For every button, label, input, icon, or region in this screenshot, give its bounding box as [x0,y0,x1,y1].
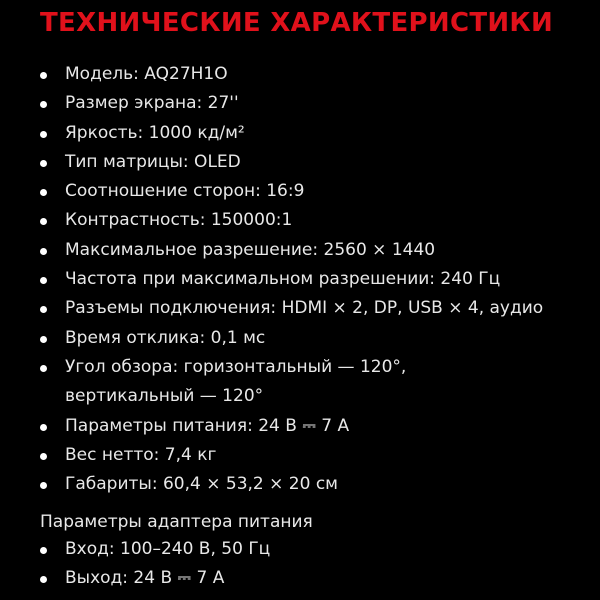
spec-item-aspect-ratio [40,177,595,206]
spec-text: Параметры питания: 24 В ⎓ 7 А [65,415,350,436]
spec-text: Вес нетто: 7,4 кг [65,444,217,465]
spec-text: Габариты: 60,4 × 53,2 × 20 см [65,474,338,495]
bullet-icon [40,218,47,225]
spec-item-model [40,60,595,89]
spec-text: Максимальное разрешение: 2560 × 1440 [65,239,436,260]
spec-item-screen-size [40,89,595,118]
spec-item-contrast [40,206,595,235]
bullet-icon [40,365,47,372]
spec-text: Размер экрана: 27'' [65,93,239,114]
spec-text: Контрастность: 150000:1 [65,210,293,231]
spec-list [40,60,595,499]
spec-item-ports [40,294,595,323]
spec-item-response-time [40,324,595,353]
bullet-icon [40,189,47,196]
spec-text: Частота при максимальном разрешении: 240 Гц [65,269,501,290]
spec-item-brightness [40,119,595,148]
spec-item-max-resolution [40,236,595,265]
bullet-icon [40,248,47,255]
bullet-icon [40,131,47,138]
bullet-icon [40,101,47,108]
spec-text: Соотношение сторон: 16:9 [65,181,305,202]
adapter-text: Вход: 100–240 В, 50 Гц [65,539,271,559]
spec-text-line1: Угол обзора: горизонтальный — 120°, [65,356,407,377]
spec-text: Тип матрицы: OLED [65,151,241,172]
bullet-icon [40,424,47,431]
spec-item-dimensions [40,470,595,499]
bullet-icon [40,547,47,554]
bullet-icon [40,306,47,313]
spec-text: Яркость: 1000 кд/м² [65,122,245,143]
bullet-icon [40,277,47,284]
adapter-list [40,535,595,594]
page-title: ТЕХНИЧЕСКИЕ ХАРАКТЕРИСТИКИ [40,8,554,38]
adapter-heading: Параметры адаптера питания [40,512,313,532]
spec-text: Модель: AQ27H1O [65,64,228,84]
bullet-icon [40,576,47,583]
adapter-item-output [40,564,595,593]
bullet-icon [40,336,47,343]
bullet-icon [40,482,47,489]
spec-text: Разъемы подключения: HDMI × 2, DP, USB × 4, аудио [65,298,544,319]
spec-item-viewing-angle [40,353,595,412]
adapter-item-input [40,535,595,564]
spec-item-panel-type [40,148,595,177]
adapter-text: Выход: 24 В ⎓ 7 А [65,568,225,589]
bullet-icon [40,453,47,460]
spec-item-power [40,412,595,441]
bullet-icon [40,72,47,79]
bullet-icon [40,160,47,167]
spec-item-net-weight [40,441,595,470]
spec-text: Время отклика: 0,1 мс [65,327,266,348]
spec-item-refresh-rate [40,265,595,294]
spec-text-line2: вертикальный — 120° [65,386,264,407]
